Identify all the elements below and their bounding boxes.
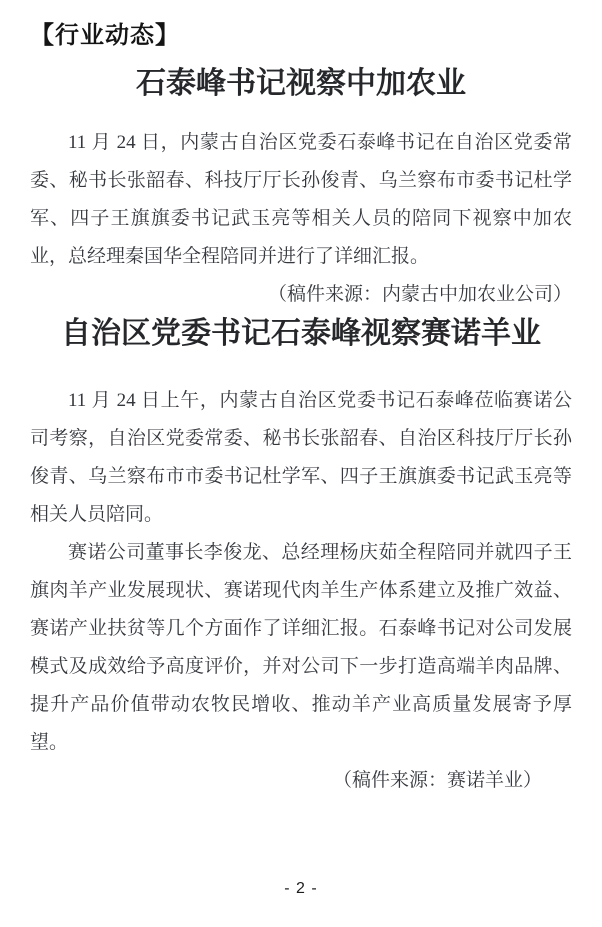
- article-paragraph: 11 月 24 日上午，内蒙古自治区党委书记石泰峰莅临赛诺公司考察，自治区党委常委、秘书长张韶春、自治区科技厅厅长孙俊青、乌兰察布市市委书记杜学军、四子王旗旗委书记武玉亮等相关人员陪同。: [30, 390, 572, 525]
- article-source: （稿件来源：内蒙古中加农业公司）: [267, 284, 572, 305]
- page-number: - 2 -: [284, 880, 318, 897]
- article-paragraph: 11 月 24 日，内蒙古自治区党委石泰峰书记在自治区党委常委、秘书长张韶春、科技厅厅长孙俊青、乌兰察布市委书记杜学军、四子王旗旗委书记武玉亮等相关人员的陪同下视察中加农业，总经理秦国华全程陪同并进行了详细汇报。: [30, 132, 572, 267]
- section-label: 【行业动态】: [30, 22, 180, 49]
- article-title-sainuo: 自治区党委书记石泰峰视察赛诺羊业: [61, 317, 541, 350]
- article-paragraph: 赛诺公司董事长李俊龙、总经理杨庆茹全程陪同并就四子王旗肉羊产业发展现状、赛诺现代肉羊生产体系建立及推广效益、赛诺产业扶贫等几个方面作了详细汇报。石泰峰书记对公司发展模式及成效给予高度评价，并对公司下一步打造高端羊肉品牌、提升产品价值带动农牧民增收、推动羊产业高质量发展寄予厚望。: [30, 542, 572, 753]
- article-source: （稿件来源：赛诺羊业）: [332, 770, 542, 791]
- article-sainuo: [30, 314, 572, 800]
- article-title-zhongjia: 石泰峰书记视察中加农业: [136, 67, 466, 100]
- article-zhongjia: [30, 64, 572, 314]
